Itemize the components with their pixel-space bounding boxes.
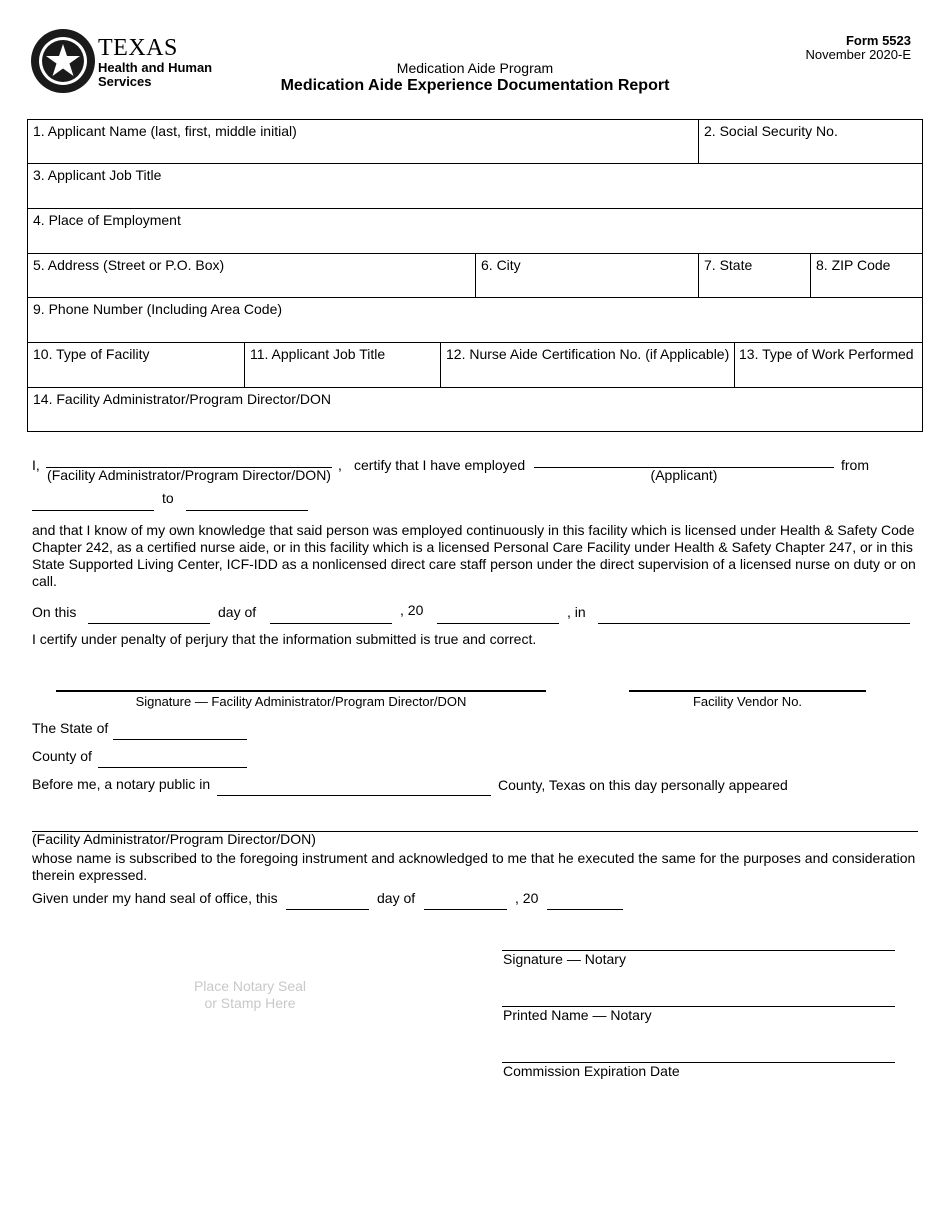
logo-line2: Services	[98, 74, 152, 89]
facility-type-field[interactable]	[27, 342, 245, 388]
on-this-line[interactable]	[88, 623, 210, 624]
admin-signature-caption: Signature — Facility Administrator/Program Director/DON	[135, 694, 467, 709]
place-of-employment-field[interactable]	[27, 208, 923, 254]
cert-i: I,	[32, 457, 40, 473]
city-label: 6. City	[481, 257, 521, 273]
address-label: 5. Address (Street or P.O. Box)	[33, 257, 225, 273]
vendor-no-line[interactable]	[629, 690, 866, 692]
applicant-job-title-2-field[interactable]	[244, 342, 441, 388]
cert-from: from	[841, 457, 869, 473]
form-number: Form 5523	[845, 33, 911, 48]
from-date-line[interactable]	[32, 510, 154, 511]
given-day-of-label: day of	[377, 890, 416, 906]
applicant-name-label: 1. Applicant Name (last, first, middle initial)	[33, 123, 297, 139]
state-label: 7. State	[704, 257, 753, 273]
commission-expiration-caption: Commission Expiration Date	[503, 1063, 680, 1079]
cert-to: to	[162, 490, 174, 506]
whose-name-paragraph: whose name is subscribed to the foregoing instrument and acknowledged to me that he executed the same for the purposes and consideration therein expressed.	[32, 850, 916, 883]
year-label: , 20	[400, 602, 424, 618]
given-day-line[interactable]	[286, 909, 369, 910]
county-of-label: County of	[32, 748, 92, 764]
in-line[interactable]	[598, 623, 910, 624]
applicant-job-title-field[interactable]	[27, 163, 923, 209]
given-year-line[interactable]	[547, 909, 623, 910]
applicant-name-field[interactable]	[27, 119, 699, 164]
cert-employed: certify that I have employed	[354, 457, 526, 473]
city-field[interactable]	[475, 253, 699, 298]
admin-name-caption: (Facility Administrator/Program Director/DON)	[47, 467, 331, 483]
day-of-line[interactable]	[270, 623, 392, 624]
state-field[interactable]	[698, 253, 811, 298]
nurse-aide-cert-field[interactable]	[440, 342, 735, 388]
appeared-caption: (Facility Administrator/Program Director/DON)	[32, 831, 316, 847]
logo-word: TEXAS	[98, 35, 178, 61]
applicant-caption: (Applicant)	[650, 467, 718, 483]
form-date: November 2020-E	[805, 47, 911, 62]
facility-admin-label: 14. Facility Administrator/Program Director/DON	[33, 391, 331, 407]
before-me-label: Before me, a notary public in	[32, 776, 211, 792]
work-type-label: 13. Type of Work Performed	[739, 346, 914, 362]
notary-seal-area	[150, 978, 350, 1012]
given-label: Given under my hand seal of office, this	[32, 890, 278, 906]
state-of-line[interactable]	[113, 739, 247, 740]
work-type-field[interactable]	[734, 342, 923, 388]
facility-type-label: 10. Type of Facility	[33, 346, 150, 362]
on-this-label: On this	[32, 604, 77, 620]
page-title: Medication Aide Experience Documentation Report	[280, 77, 670, 94]
program-name: Medication Aide Program	[396, 60, 554, 76]
state-of-label: The State of	[32, 720, 109, 736]
cert-paragraph: and that I know of my own knowledge that said person was employed continuously in this facility which is licensed under Health & Safety Code Chapter 242, as a certified nurse aide, or in this facility which is a licensed Personal Care Facility under Health & Safety Chapter 247, or in this State Supported Living Center, ICF-IDD as a nonlicensed direct care staff person under the direct supervision of a licensed nurse on duty or on call.	[32, 522, 916, 589]
seal-line1: Place Notary Seal	[193, 978, 307, 994]
given-month-line[interactable]	[424, 909, 507, 910]
zip-field[interactable]	[810, 253, 923, 298]
given-year-label: , 20	[515, 890, 539, 906]
place-of-employment-label: 4. Place of Employment	[33, 212, 181, 228]
notary-signature-caption: Signature — Notary	[503, 951, 626, 967]
to-date-line[interactable]	[186, 510, 308, 511]
perjury-statement: I certify under penalty of perjury that the information submitted is true and correct.	[32, 631, 537, 647]
nurse-aide-cert-label: 12. Nurse Aide Certification No. (if Applicable)	[446, 346, 730, 362]
notary-printed-name-caption: Printed Name — Notary	[503, 1007, 652, 1023]
seal-line2: or Stamp Here	[204, 995, 296, 1011]
day-of-label: day of	[218, 604, 257, 620]
admin-signature-line[interactable]	[56, 690, 546, 692]
zip-label: 8. ZIP Code	[816, 257, 891, 273]
vendor-no-caption: Facility Vendor No.	[692, 694, 803, 709]
phone-field[interactable]	[27, 297, 923, 343]
in-label: , in	[567, 604, 586, 620]
year-line[interactable]	[437, 623, 559, 624]
ssn-label: 2. Social Security No.	[704, 123, 838, 139]
applicant-job-title-label: 3. Applicant Job Title	[33, 167, 162, 183]
notary-county-line[interactable]	[217, 795, 491, 796]
facility-admin-field[interactable]	[27, 387, 923, 432]
phone-label: 9. Phone Number (Including Area Code)	[33, 301, 283, 317]
county-of-line[interactable]	[98, 767, 247, 768]
logo-line1: Health and Human	[98, 60, 213, 75]
county-texas-label: County, Texas on this day personally appeared	[498, 777, 788, 793]
cert-comma: ,	[338, 457, 342, 473]
address-field[interactable]	[27, 253, 476, 298]
ssn-field[interactable]	[698, 119, 923, 164]
applicant-job-title-2-label: 11. Applicant Job Title	[250, 346, 386, 362]
